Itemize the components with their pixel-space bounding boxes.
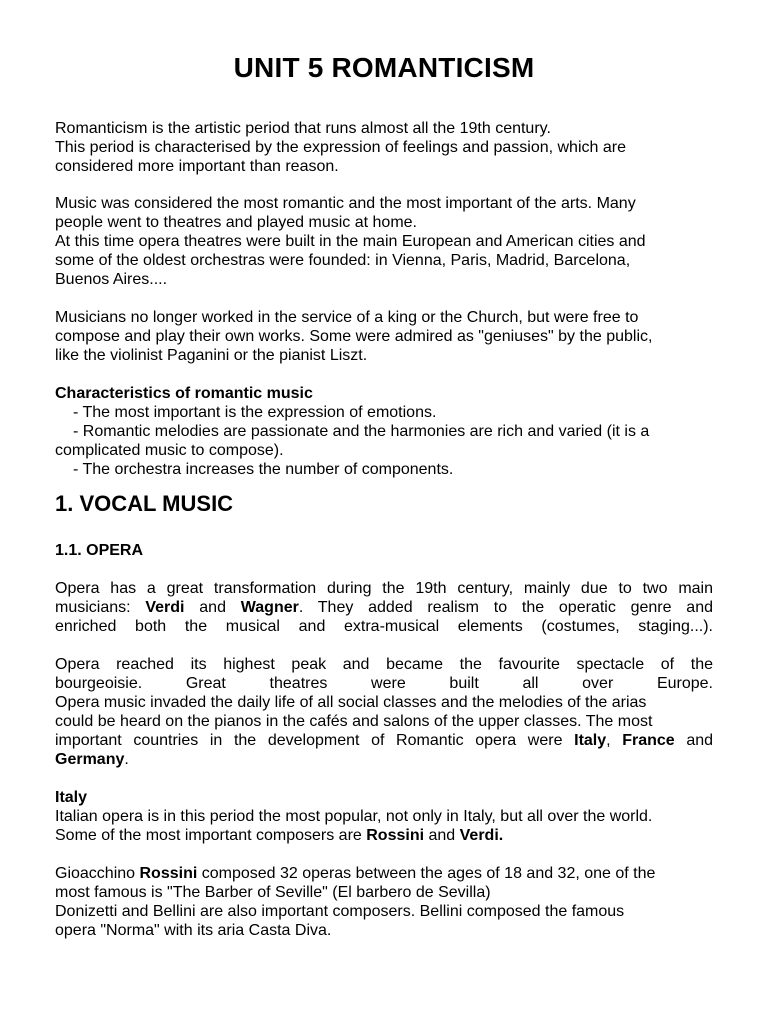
text-line: compose and play their own works. Some were admired as "geniuses" by the public, xyxy=(55,328,653,345)
text-line xyxy=(55,864,713,883)
text-run: . xyxy=(124,751,129,768)
text-line: At this time opera theatres were built in the main European and American cities and xyxy=(55,233,646,250)
rossini-paragraph xyxy=(55,864,713,940)
characteristics-section xyxy=(55,384,713,479)
bold-term: Verdi xyxy=(145,599,185,616)
musicians-paragraph xyxy=(55,308,713,365)
bold-term: Wagner xyxy=(240,599,299,616)
text-line xyxy=(55,598,713,617)
text-line: Italian opera is in this period the most popular, not only in Italy, but all over the world. xyxy=(55,808,653,825)
bold-term: Rossini xyxy=(139,865,198,882)
text-run: and xyxy=(424,827,460,844)
text-line: Music was considered the most romantic and the most important of the arts. Many xyxy=(55,195,636,212)
text-line: most famous is "The Barber of Seville" (El barbero de Sevilla) xyxy=(55,884,491,901)
text-line: Opera has a great transformation during the 19th century, mainly due to two main xyxy=(55,580,713,597)
section-heading-vocal-music: 1. VOCAL MUSIC xyxy=(55,491,234,516)
text-line xyxy=(55,826,713,845)
text-line: Buenos Aires.... xyxy=(55,271,168,288)
text-line: Donizetti and Bellini are also important composers. Bellini composed the famous xyxy=(55,903,625,920)
text-line: Opera reached its highest peak and became the favourite spectacle of the xyxy=(55,656,713,673)
bold-term: France xyxy=(622,732,675,749)
text-run: Some of the most important composers are xyxy=(55,827,367,844)
text-line: Musicians no longer worked in the service of a king or the Church, but were free to xyxy=(55,309,639,326)
bold-term: Germany xyxy=(55,751,125,768)
music-paragraph xyxy=(55,194,713,289)
text-line: could be heard on the pianos in the cafés and salons of the upper classes. The most xyxy=(55,713,653,730)
italy-heading: Italy xyxy=(55,789,88,806)
text-line: opera "Norma" with its aria Casta Diva. xyxy=(55,922,332,939)
text-line xyxy=(55,731,713,750)
page-title: UNIT 5 ROMANTICISM xyxy=(233,52,535,83)
intro-paragraph xyxy=(55,119,713,176)
list-item: - The most important is the expression of emotions. xyxy=(73,404,437,421)
text-run: important countries in the development of Romantic opera were xyxy=(55,732,575,749)
bold-term: Verdi. xyxy=(459,827,504,844)
list-item: - Romantic melodies are passionate and the harmonies are rich and varied (it is a xyxy=(73,423,650,440)
text-line: considered more important than reason. xyxy=(55,158,339,175)
characteristics-heading: Characteristics of romantic music xyxy=(55,385,313,402)
text-line: like the violinist Paganini or the pianist Liszt. xyxy=(55,347,368,364)
text-run: and xyxy=(674,732,714,749)
list-item: - The orchestra increases the number of components. xyxy=(73,461,454,478)
text-line: Romanticism is the artistic period that runs almost all the 19th century. xyxy=(55,120,551,137)
text-line: Opera music invaded the daily life of all social classes and the melodies of the arias xyxy=(55,694,647,711)
text-line: This period is characterised by the expression of feelings and passion, which are xyxy=(55,139,626,156)
text-run: and xyxy=(184,599,241,616)
bold-term: Rossini xyxy=(366,827,425,844)
list-item-continuation: complicated music to compose). xyxy=(55,442,284,459)
text-line: some of the oldest orchestras were founded: in Vienna, Paris, Madrid, Barcelona, xyxy=(55,252,631,269)
text-line: people went to theatres and played music at home. xyxy=(55,214,417,231)
opera-paragraph-2 xyxy=(55,655,713,769)
text-line: bourgeoisie. Great theatres were built all over Europe. xyxy=(55,675,713,692)
bold-term: Italy xyxy=(574,732,607,749)
text-run: , xyxy=(606,732,623,749)
text-run: musicians: xyxy=(55,599,146,616)
text-run: composed 32 operas between the ages of 18 and 32, one of the xyxy=(197,865,656,882)
text-line: enriched both the musical and extra-musical elements (costumes, staging...). xyxy=(55,618,713,635)
subsection-heading-opera: 1.1. OPERA xyxy=(55,542,144,559)
opera-paragraph-1 xyxy=(55,579,713,636)
italy-section xyxy=(55,788,713,845)
text-line xyxy=(55,750,713,769)
text-run: . They added realism to the operatic genre and xyxy=(298,599,713,616)
text-run: Gioacchino xyxy=(55,865,140,882)
